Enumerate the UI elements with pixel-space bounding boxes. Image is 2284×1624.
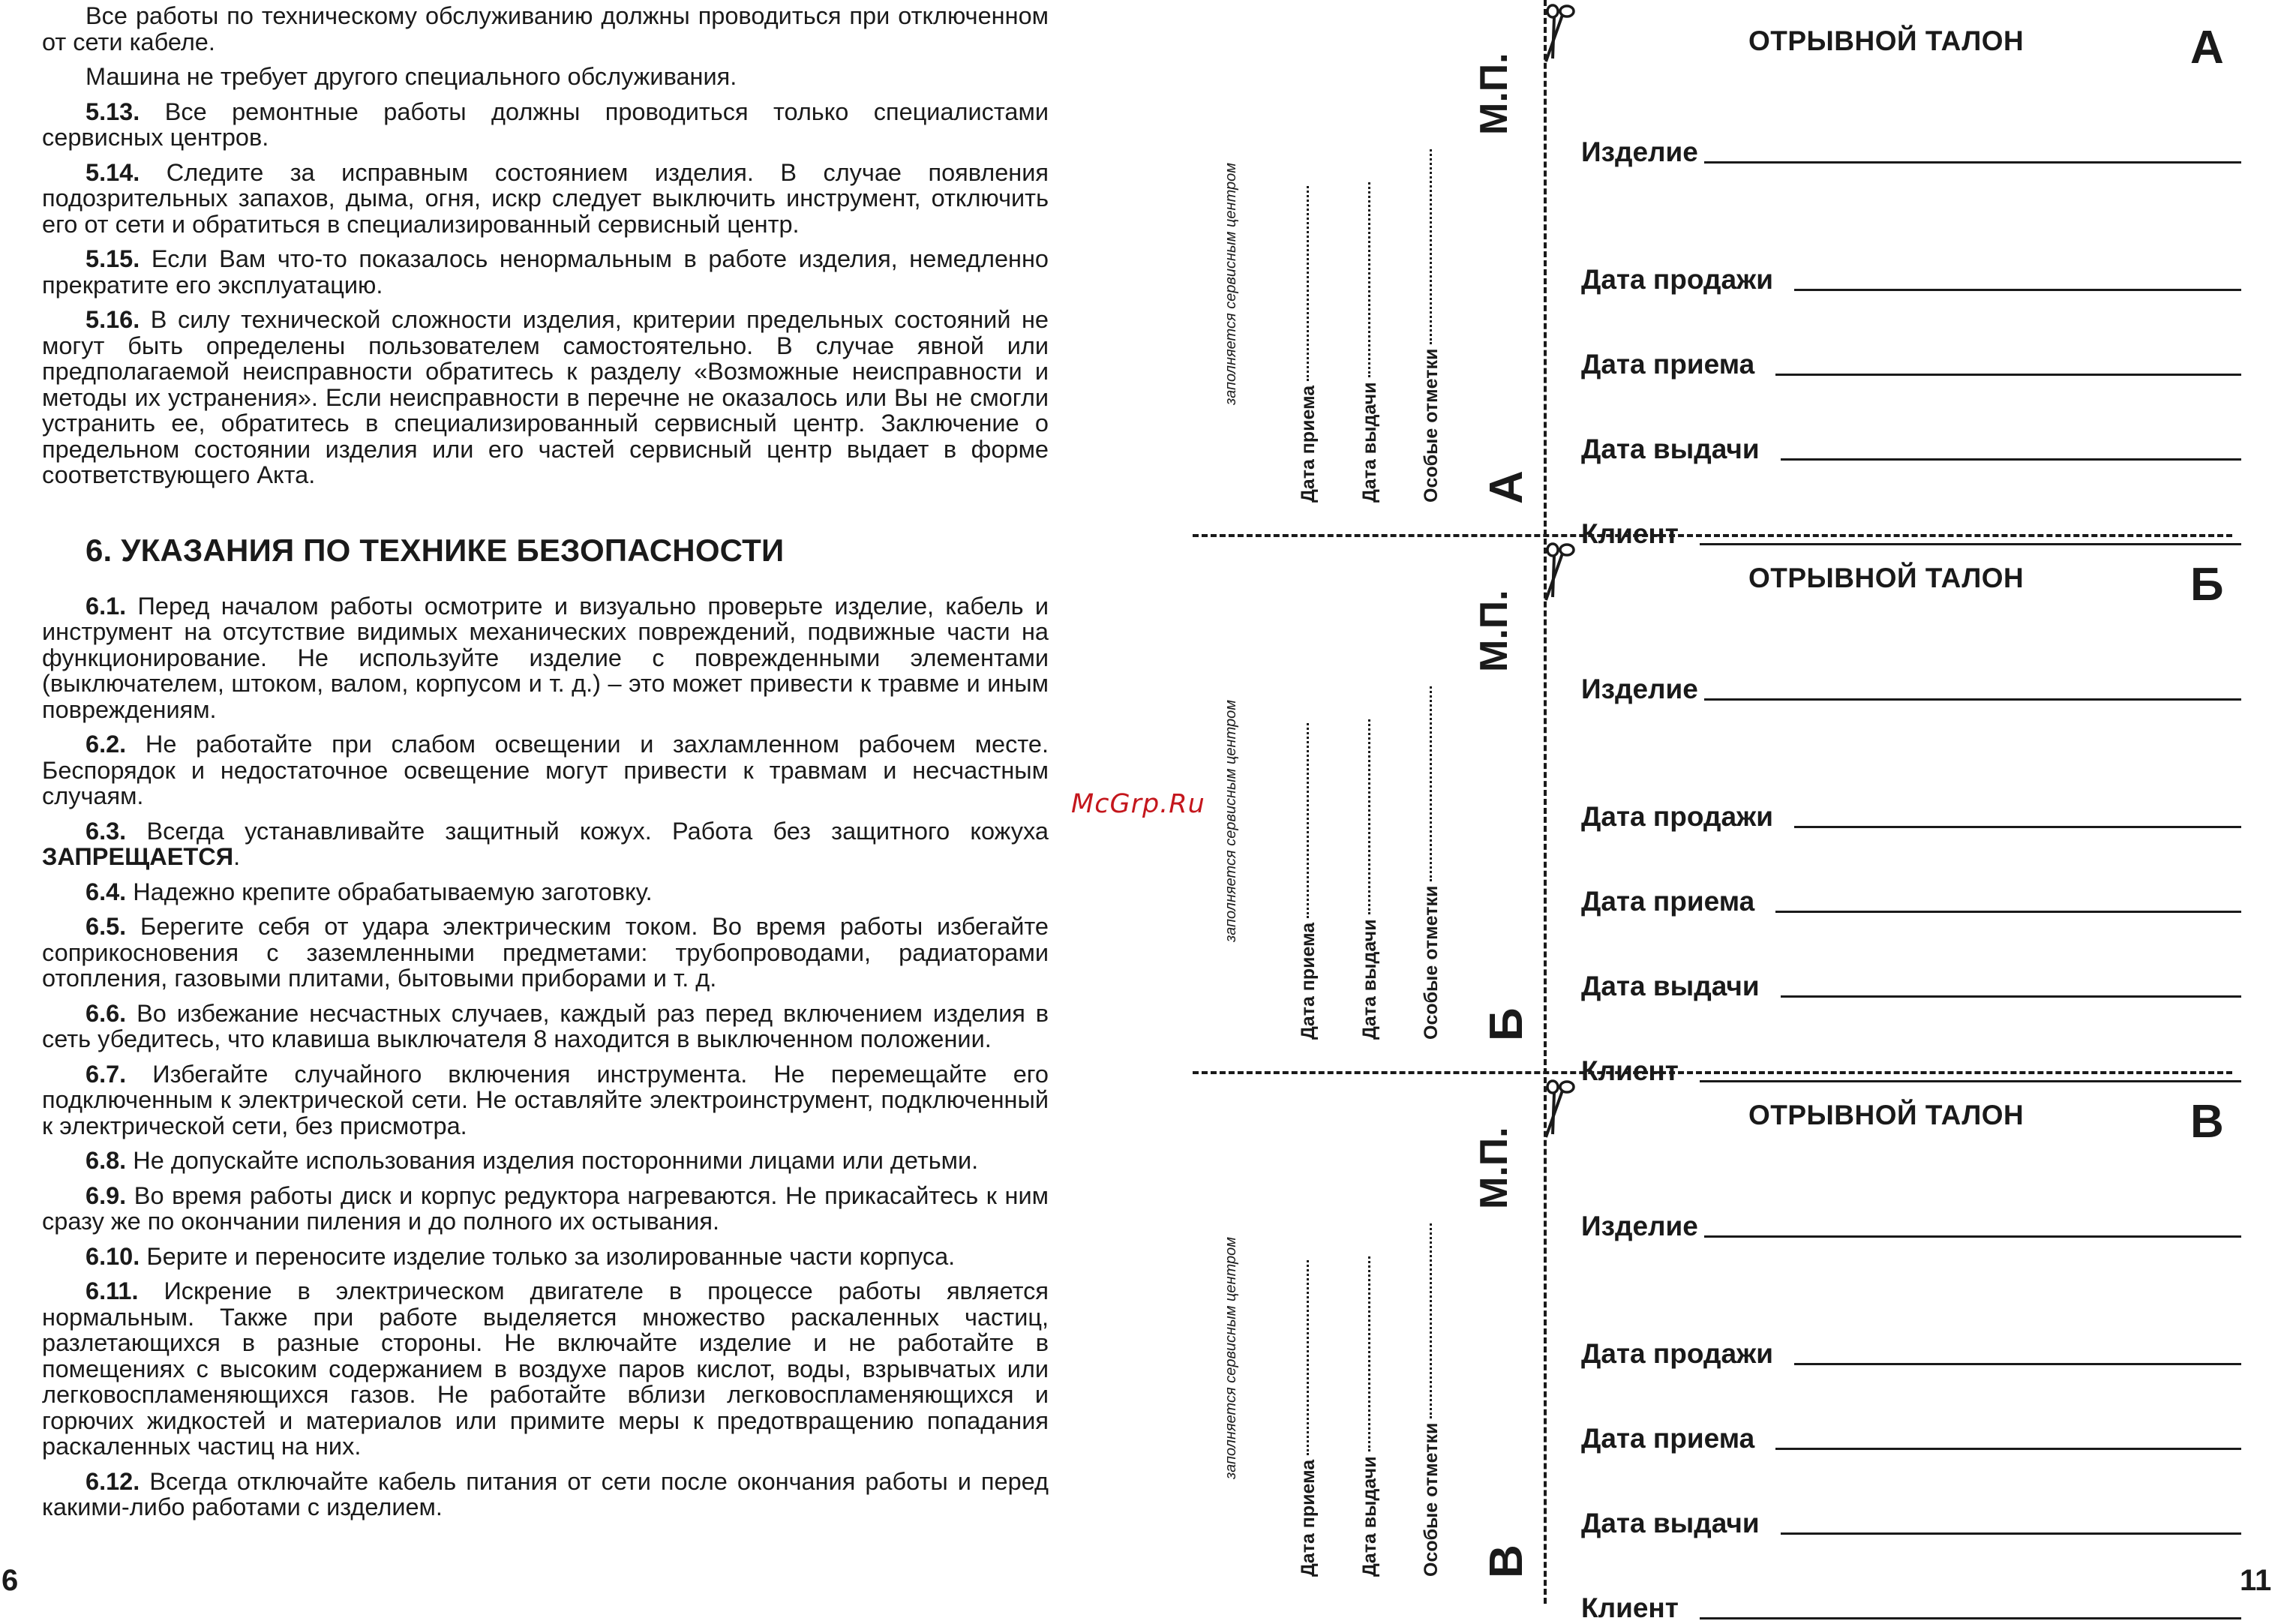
coupon-letter: Б (2190, 559, 2224, 611)
fill-in-line[interactable] (1775, 374, 2241, 376)
fill-in-line[interactable] (1775, 911, 2241, 913)
coupon (1193, 0, 2284, 549)
scissors-icon (1536, 542, 1578, 602)
field-label: Изделие (1581, 1211, 1698, 1241)
dotted-line (1430, 1223, 1432, 1418)
fill-in-line[interactable] (1775, 1448, 2241, 1450)
paragraph (42, 1469, 1049, 1520)
paragraph (42, 1148, 1049, 1174)
paragraph-number: 6.12. (86, 1467, 140, 1495)
field-label: Изделие (1581, 674, 1698, 704)
coupon-field (1581, 1285, 2241, 1370)
stub-issue-date-label: Дата выдачи (1359, 1456, 1380, 1577)
stub-service-note-label: заполняется сервисным центром (1223, 1237, 1239, 1479)
stub-receipt-date-label: Дата приема (1298, 1459, 1319, 1577)
paragraph-text: Все ремонтные работы должны проводиться только специалистами сервисных центров. (42, 98, 1049, 151)
stub-service-note (1223, 163, 1240, 405)
coupon-field (1581, 917, 2241, 1002)
stub-service-note (1223, 1237, 1240, 1479)
fill-in-line[interactable] (1794, 826, 2241, 828)
stub-issue-date (1359, 182, 1381, 503)
field-label: Клиент (1581, 1055, 1679, 1086)
stub-service-note (1223, 700, 1240, 942)
stub-letter-label: А (1481, 470, 1532, 504)
field-label: Дата выдачи (1581, 434, 1760, 464)
stub-issue-date-label: Дата выдачи (1359, 919, 1380, 1040)
watermark: McGrp.Ru (1071, 789, 1205, 819)
paragraph-text: Надежно крепите обрабатываемую заготовку. (133, 878, 653, 905)
paragraph (42, 1061, 1049, 1139)
field-label: Дата продажи (1581, 801, 1774, 832)
stub-receipt-date (1298, 723, 1319, 1040)
stub-letter (1480, 1007, 1533, 1041)
paragraph-number: 6.10. (86, 1242, 140, 1270)
paragraph-number: 5.16. (86, 306, 140, 333)
paragraph-number: 6.11. (86, 1277, 139, 1304)
scissors-icon (1536, 1079, 1578, 1139)
paragraph (42, 99, 1049, 151)
safety-paragraphs (42, 593, 1049, 1520)
fill-in-line[interactable] (1704, 698, 2241, 701)
paragraph-text: Машина не требует другого специального обслуживания. (86, 63, 737, 90)
paragraph-text: Не работайте при слабом освещении и захламленном рабочем месте. Беспорядок и недостаточное освещение могут привести к травмам и несчастным случаям. (42, 731, 1049, 809)
coupon-fields (1581, 663, 2241, 1087)
maintenance-paragraphs (42, 3, 1049, 488)
stub-issue-date-label: Дата выдачи (1359, 382, 1380, 503)
fill-in-line[interactable] (1781, 995, 2241, 998)
paragraph-text: Берегите себя от удара электрическим током. Во время работы избегайте соприкосновения с заземленными предметами: трубопроводами, радиаторами отопления, газовыми плитами, бытовыми приборами и т. д. (42, 913, 1049, 992)
paragraph-text: Следите за исправным состоянием изделия. В случае появления подозрительных запахов, дыма, огня, искр следует выключить инструмент, отключить его от сети и обратиться в специализированный сервисный центр. (42, 158, 1049, 238)
paragraph-text: Всегда отключайте кабель питания от сети после окончания работы и перед какими-либо работами с изделием. (42, 1467, 1049, 1520)
paragraph-text: Избегайте случайного включения инструмента. Не перемещайте его подключенным к электрической сети. Не оставляйте электроинструмент, подключенный к электрической сети, без присмотра. (42, 1060, 1049, 1139)
paragraph-text: Если Вам что-то показалось ненормальным в работе изделия, немедленно прекратите его эксплуатацию. (42, 245, 1049, 299)
left-page (42, 3, 1049, 1529)
coupon-title: ОТРЫВНОЙ ТАЛОН (1748, 1100, 2024, 1130)
coupon (1193, 1074, 2284, 1623)
stub-service-note-label: заполняется сервисным центром (1223, 700, 1239, 942)
field-label: Изделие (1581, 137, 1698, 167)
paragraph-text: Во избежание несчастных случаев, каждый раз перед включением изделия в сеть убедитесь, что клавиша выключателя 8 находится в выключенном положении. (42, 999, 1049, 1052)
field-label: Клиент (1581, 518, 1679, 549)
stub-stamp-place (1472, 1127, 1517, 1209)
stub-letter-label: Б (1481, 1007, 1532, 1041)
coupon-title: ОТРЫВНОЙ ТАЛОН (1748, 26, 2024, 56)
paragraph (42, 3, 1049, 55)
coupon-field (1581, 833, 2241, 917)
stub-receipt-date-label: Дата приема (1298, 385, 1319, 503)
field-label: Дата приема (1581, 349, 1755, 380)
field-label: Клиент (1581, 1592, 1679, 1623)
paragraph (42, 731, 1049, 809)
coupon-field (1581, 1454, 2241, 1539)
page-number-right: 11 (2240, 1564, 2272, 1597)
field-label: Дата приема (1581, 886, 1755, 917)
coupon-fields (1581, 126, 2241, 550)
dotted-line (1368, 719, 1370, 914)
stub-receipt-date-label: Дата приема (1298, 922, 1319, 1040)
paragraph (42, 246, 1049, 298)
paragraph (42, 879, 1049, 905)
stub-receipt-date (1298, 186, 1319, 503)
stub-stamp-place (1472, 590, 1517, 672)
stub-special-notes (1421, 1223, 1442, 1577)
field-label: Дата продажи (1581, 264, 1774, 295)
paragraph-number: 6.4. (86, 878, 127, 905)
paragraph-number: 5.15. (86, 245, 140, 272)
paragraph-number: 6.5. (86, 913, 127, 940)
paragraph-number: 6.2. (86, 731, 127, 758)
dotted-line (1307, 186, 1309, 381)
dotted-line (1307, 1260, 1309, 1455)
fill-in-line[interactable] (1781, 1532, 2241, 1535)
scissors-icon (1536, 3, 1578, 63)
stub-special-notes-label: Особые отметки (1421, 348, 1442, 503)
fill-in-line[interactable] (1704, 1235, 2241, 1238)
paragraph-text: Все работы по техническому обслуживанию должны проводиться при отключенном от сети кабеле. (42, 2, 1049, 56)
paragraph-emphasis: ЗАПРЕЩАЕТСЯ (42, 843, 234, 870)
stub-stamp-place-label: М.П. (1472, 1127, 1516, 1209)
tear-off-coupons (1193, 0, 2284, 1623)
fill-in-line[interactable] (1704, 161, 2241, 164)
coupon-letter: А (2190, 22, 2224, 74)
stub-issue-date (1359, 719, 1381, 1040)
field-label: Дата выдачи (1581, 1508, 1760, 1538)
paragraph (42, 307, 1049, 488)
stub-special-notes-label: Особые отметки (1421, 1422, 1442, 1577)
field-label: Дата приема (1581, 1423, 1755, 1454)
coupon-field (1581, 380, 2241, 465)
stub-stamp-place-label: М.П. (1472, 53, 1516, 135)
paragraph-number: 6.1. (86, 592, 127, 620)
dotted-line (1307, 723, 1309, 918)
paragraph (42, 818, 1049, 870)
coupon-field (1581, 211, 2241, 296)
stub-special-notes-label: Особые отметки (1421, 885, 1442, 1040)
coupon-field (1581, 748, 2241, 833)
dotted-line (1430, 686, 1432, 881)
paragraph-text: Не допускайте использования изделия посторонними лицами или детьми. (133, 1147, 979, 1174)
paragraph-text: Искрение в электрическом двигателе в процессе работы является нормальным. Также при работе выделяется множество раскаленных частиц, разлетающихся в разные стороны. Не включайте изделие и не работайте в помещениях с высоким содержанием в воздухе паров кислот, воды, взрывчатых или легковоспламеняющихся газов. Не работайте вблизи легковоспламеняющихся и горючих жидкостей и материалов или примите меры к предотвращению попадания раскаленных частиц на них. (42, 1277, 1049, 1460)
paragraph (42, 64, 1049, 90)
paragraph-text: Берите и переносите изделие только за изолированные части корпуса. (146, 1242, 956, 1270)
fill-in-line[interactable] (1794, 1363, 2241, 1365)
stub-letter (1480, 470, 1533, 504)
coupon-field (1581, 663, 2241, 705)
coupon-title: ОТРЫВНОЙ ТАЛОН (1748, 563, 2024, 593)
stub-stamp-place (1472, 53, 1517, 135)
paragraph-text: Во время работы диск и корпус редуктора нагреваются. Не прикасайтесь к ним сразу же по окончании пиления и до полного их остывания. (42, 1181, 1049, 1235)
paragraph-text: Всегда устанавливайте защитный кожух. Работа без защитного кожуха (146, 817, 1049, 845)
field-label: Дата выдачи (1581, 971, 1760, 1001)
dotted-line (1368, 1256, 1370, 1451)
coupon (1193, 537, 2284, 1086)
stub-special-notes (1421, 149, 1442, 503)
stub-letter (1480, 1544, 1533, 1578)
page-number-left: 6 (2, 1564, 19, 1597)
paragraph (42, 914, 1049, 992)
paragraph (42, 1244, 1049, 1270)
stub-stamp-place-label: М.П. (1472, 590, 1516, 672)
stub-letter-label: В (1481, 1544, 1532, 1578)
paragraph (42, 593, 1049, 723)
paragraph-text: Перед началом работы осмотрите и визуально проверьте изделие, кабель и инструмент на отсутствие видимых механических повреждений, подвижные части на функционирование. Не используйте изделие с поврежденными элементами (выключателем, штоком, валом, корпусом и т. д.) – это может привести к травме и иным повреждениям. (42, 592, 1049, 723)
coupon-field (1581, 1200, 2241, 1242)
coupon-field (1581, 126, 2241, 168)
coupon-letter: В (2190, 1096, 2224, 1148)
paragraph-number: 6.9. (86, 1181, 127, 1209)
field-label: Дата продажи (1581, 1338, 1774, 1369)
stub-special-notes (1421, 686, 1442, 1040)
paragraph-number: 6.8. (86, 1147, 127, 1174)
paragraph-number: 6.7. (86, 1060, 127, 1088)
coupon-field (1581, 296, 2241, 380)
paragraph (42, 160, 1049, 238)
dotted-line (1430, 149, 1432, 344)
fill-in-line[interactable] (1700, 1617, 2241, 1619)
coupon-fields (1581, 1200, 2241, 1624)
stub-service-note-label: заполняется сервисным центром (1223, 163, 1239, 405)
paragraph-text: В силу технической сложности изделия, критерии предельных состояний не могут быть определены пользователем самостоятельно. В случае явной или предполагаемой неисправности обратитесь к разделу «Возможные неисправности и методы их устранения». Если неисправности в перечне не оказалось или Вы не смогли устранить ее, обратитесь в специализированный сервисный центр. Заключение о предельном состоянии изделия или его частей сервисный центр выдает в форме соответствующего Акта. (42, 306, 1049, 488)
paragraph (42, 1183, 1049, 1235)
stub-receipt-date (1298, 1260, 1319, 1577)
section-heading: 6. УКАЗАНИЯ ПО ТЕХНИКЕ БЕЗОПАСНОСТИ (86, 532, 785, 568)
coupon-field (1581, 1370, 2241, 1454)
stub-issue-date (1359, 1256, 1381, 1577)
fill-in-line[interactable] (1794, 289, 2241, 291)
fill-in-line[interactable] (1781, 458, 2241, 461)
paragraph-number: 5.14. (86, 158, 140, 186)
paragraph-number: 5.13. (86, 98, 140, 125)
paragraph-number: 6.3. (86, 817, 127, 845)
paragraph (42, 1278, 1049, 1460)
paragraph (42, 1001, 1049, 1052)
paragraph-number: 6.6. (86, 999, 127, 1027)
paragraph-tail: . (233, 843, 241, 870)
dotted-line (1368, 182, 1370, 377)
coupon-field (1581, 1539, 2241, 1624)
